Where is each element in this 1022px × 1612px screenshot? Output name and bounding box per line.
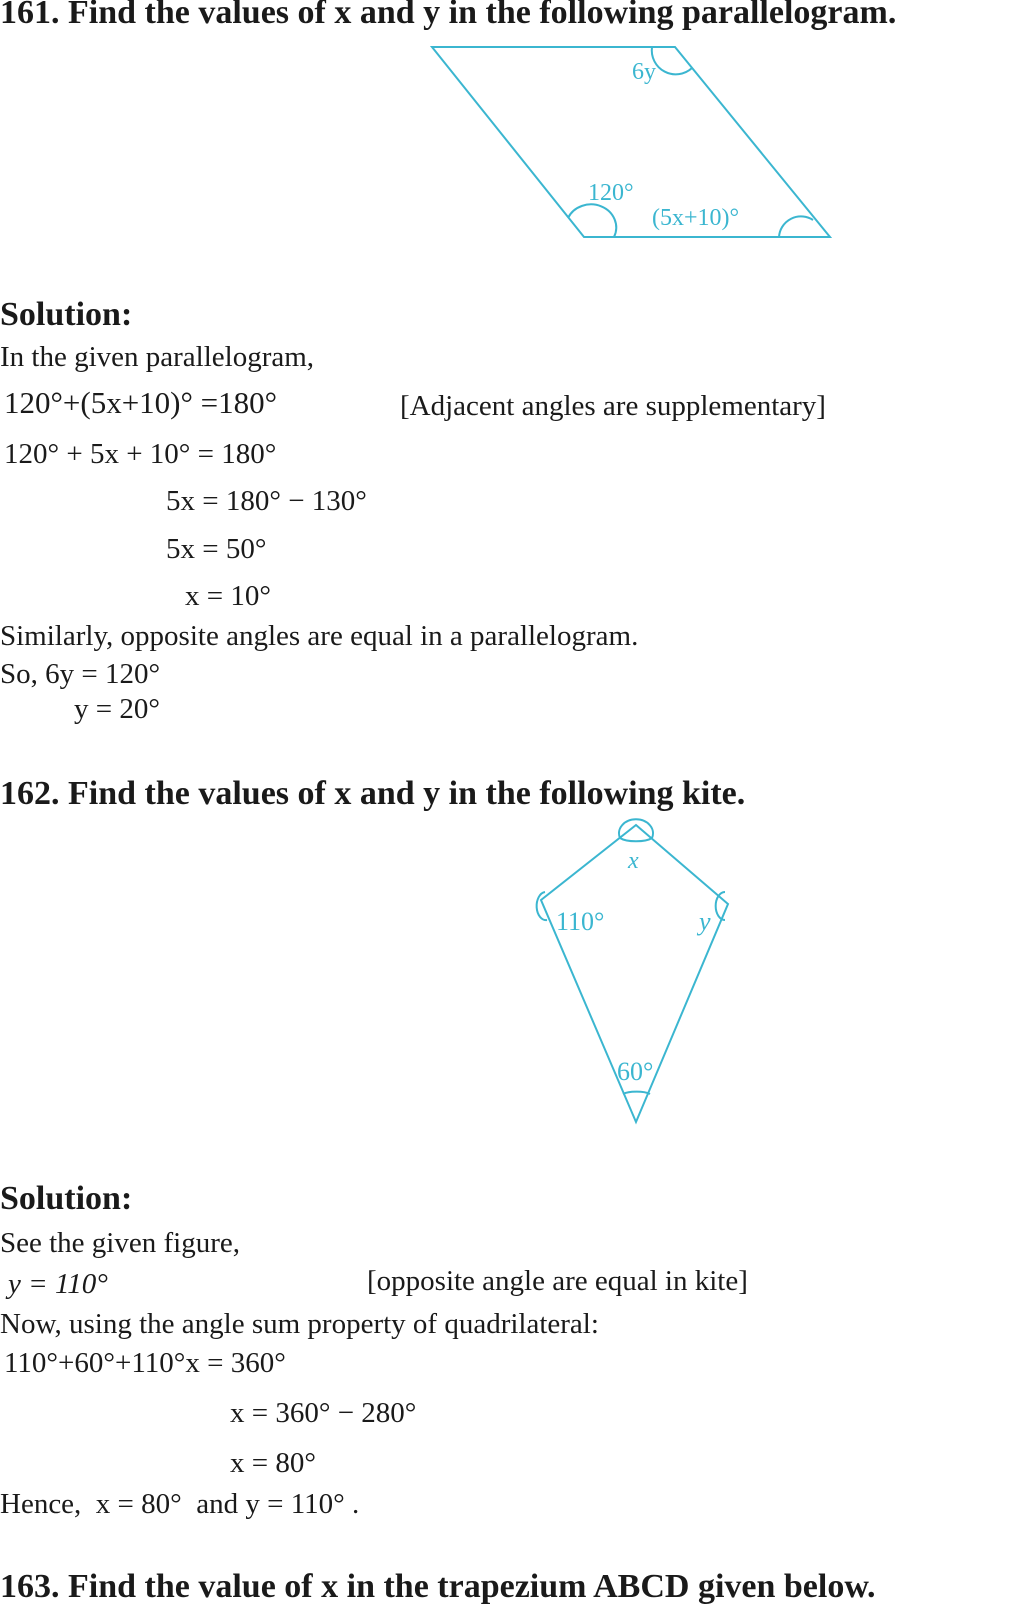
- solution-line: Now, using the angle sum property of quadrilateral:: [0, 1308, 599, 1340]
- label-6y: 6y: [632, 59, 656, 85]
- kite-figure: [0, 800, 1022, 1140]
- question-162-heading: 162. Find the values of x and y in the following kite.: [0, 775, 746, 812]
- question-161-heading: 161. Find the values of x and y in the following parallelogram.: [0, 0, 897, 31]
- equation-line: 120° + 5x + 10° = 180°: [4, 438, 277, 470]
- label-5x10: (5x+10)°: [652, 205, 740, 231]
- equation-line: y = 20°: [74, 693, 160, 725]
- label-x: x: [628, 848, 639, 874]
- label-y: y: [699, 907, 711, 936]
- solution-label-162: Solution:: [0, 1180, 133, 1217]
- parallelogram-figure: [0, 0, 1022, 260]
- solution-line: See the given figure,: [0, 1227, 240, 1259]
- equation-line: 120°+(5x+10)° =180°: [4, 385, 278, 420]
- solution-line: Similarly, opposite angles are equal in a parallelogram.: [0, 620, 639, 652]
- equation-line: x = 10°: [185, 580, 271, 612]
- solution-line: So, 6y = 120°: [0, 658, 161, 690]
- solution-line: Hence, x = 80° and y = 110° .: [0, 1488, 360, 1520]
- reason-text: [Adjacent angles are supplementary]: [400, 390, 826, 422]
- solution-line: In the given parallelogram,: [0, 341, 315, 373]
- solution-label-161: Solution:: [0, 296, 133, 333]
- reason-text: [opposite angle are equal in kite]: [367, 1265, 748, 1297]
- equation-line: 5x = 180° − 130°: [166, 485, 367, 517]
- label-60: 60°: [617, 1057, 654, 1086]
- question-163-heading: 163. Find the value of x in the trapezium ABCD given below.: [0, 1568, 876, 1605]
- equation-line: x = 80°: [230, 1447, 316, 1479]
- equation-line: 110°+60°+110°x = 360°: [4, 1347, 286, 1379]
- parallelogram-shape: [432, 47, 830, 237]
- equation-line: y = 110°: [8, 1268, 108, 1300]
- equation-line: x = 360° − 280°: [230, 1397, 417, 1429]
- label-120: 120°: [588, 180, 634, 206]
- label-110: 110°: [556, 907, 605, 936]
- equation-line: 5x = 50°: [166, 533, 267, 565]
